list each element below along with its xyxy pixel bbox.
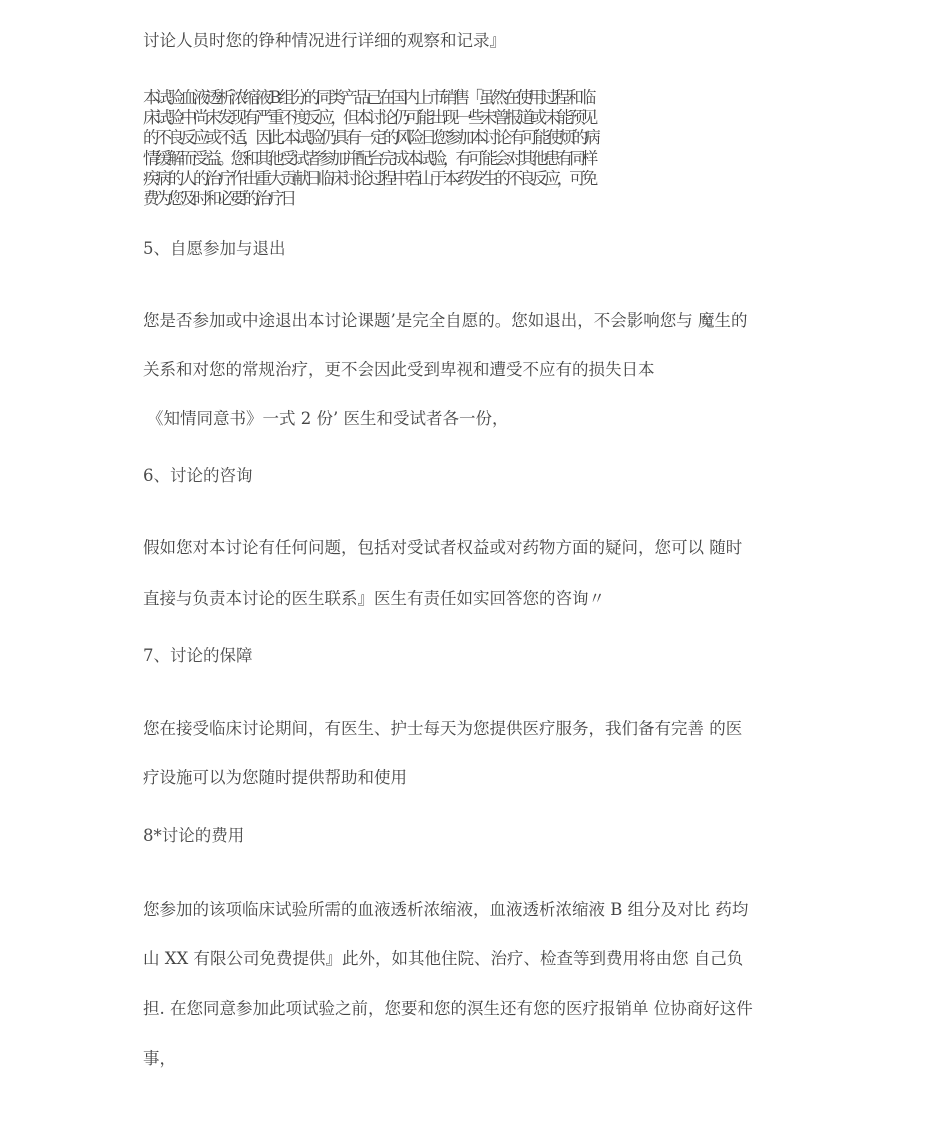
paragraph-line: 担. 在您同意参加此项试验之前，您要和您的溟生还有您的医疗报销单 位协商好这件: [143, 999, 753, 1018]
paragraph-line: 山 XX 有限公司免费提供』此外，如其他住院、治疗、检查等到费用将由您 自己负: [143, 949, 744, 968]
section-heading-7: 7、讨论的保障: [143, 646, 253, 665]
paragraph-risk: [143, 88, 808, 209]
paragraph-line: 情缓解而受益。您和其他受试者参加并配台完成本试验，有可 能会对其他患有同样: [143, 148, 595, 168]
section-heading-8: 8*讨论的费用: [143, 826, 245, 845]
paragraph-line: 事，: [143, 1049, 176, 1068]
paragraph-line: 假如您对本讨论有任何问题，包括对受试者权益或对药物方面的疑问，您可以 随时: [143, 538, 743, 557]
paragraph-line: 费为您及时和必要的治疗日: [143, 189, 293, 209]
paragraph-line: 的不良反应或不适，因此. 本试验仍具有一定的风险日您参加本讨论 有可能使烦的病: [143, 128, 597, 148]
paragraph-line: 讨论人员时您的铮种情况进行详细的观察和记录』: [143, 31, 506, 50]
paragraph-line: 本试验血液透析浓缩液 B 组分的同类产品已在国内上市销售「虽然在使用过程 和临: [143, 88, 593, 107]
paragraph-line: 关系和对您的常规治疗，更不会因此受到卑视和遭受不应有的损失日本: [143, 360, 655, 379]
paragraph-line: 疾病的人的治疗作出重大贡献日临床讨论过程中若山于本 药发生的不良反应，可免: [143, 168, 595, 188]
paragraph-line: 您是否参加或中途退出本讨论课题’是完全自愿的。您如退出，不会影响您与 魔生的: [143, 311, 748, 330]
paragraph-line: 《知情同意书》一式 2 份’ 医生和受试者各一份，: [147, 409, 509, 428]
paragraph-line: 您参加的该项临床试验所需的血液透析浓缩液，血液透析浓缩液 B 组分及对比 药均: [143, 900, 749, 919]
section-heading-6: 6、讨论的咨询: [143, 466, 253, 485]
paragraph-line: 疗设施可以为您随时提供帮助和使用: [143, 768, 407, 787]
paragraph-line: 您在接受临床讨论期间，有医生、护士每天为您提供医疗服务，我们备有完善 的医: [143, 719, 743, 738]
paragraph-line: 直接与负责本讨论的医生联系』医生有责任如实回答您的咨询〃: [143, 589, 605, 608]
paragraph-line: 床试验中尚未发现有严重不度反应，但本讨论仍可能出现一些未曾报道或 未能预见: [143, 108, 595, 128]
section-heading-5: 5、自愿参加与退出: [143, 239, 286, 258]
